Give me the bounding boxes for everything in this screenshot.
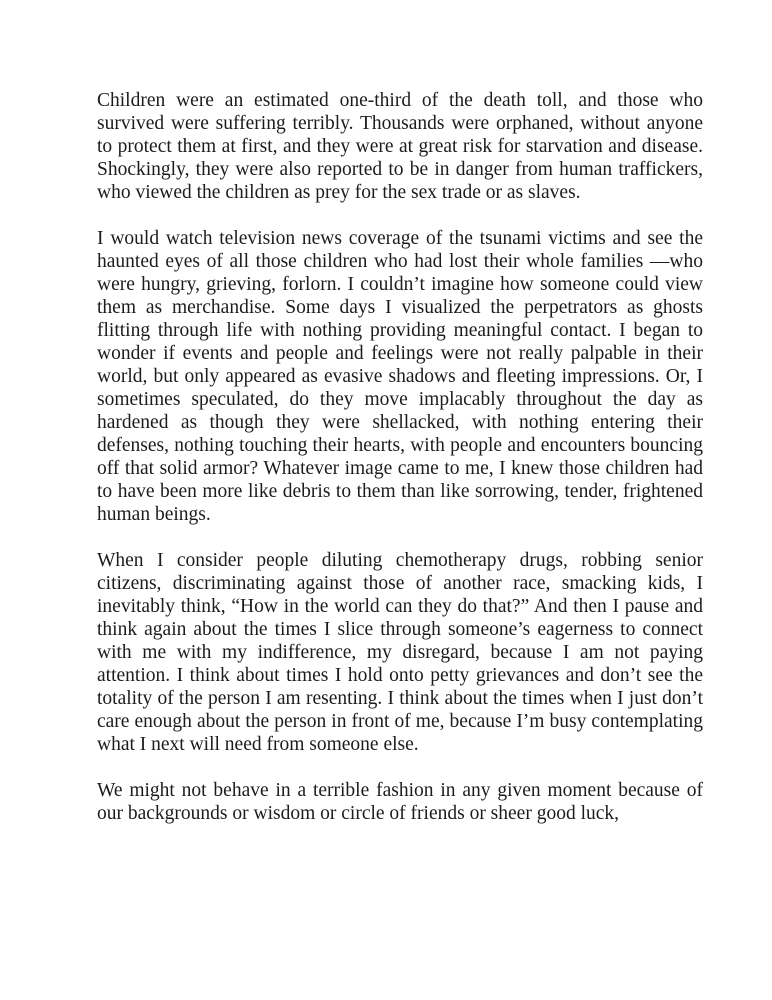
paragraph-2: I would watch television news coverage of the tsunami victims and see the haunted eyes of all those children who had lost their whole families —who were hungry, grieving, forlorn. I couldn’t imagine how someone could view them as merchandise. Some days I visualized the perpetrators as ghosts flitting through life with nothing providing meaningful contact. I began to wonder if events and people and feelings were not really palpable in their world, but only appeared as evasive shadows and fleeting impressions. Or, I sometimes speculated, do they move implacably throughout the day as hardened as though they were shellacked, with nothing entering their defenses, nothing touching their hearts, with people and encounters bouncing off that solid armor? Whatever image came to me, I knew those children had to have been more like debris to them than like sorrowing, tender, frightened human beings.: [97, 228, 703, 525]
document-page: [97, 89, 703, 848]
paragraph-1: Children were an estimated one-third of the death toll, and those who survived were suffering terribly. Thousands were orphaned, without anyone to protect them at first, and they were at great risk for starvation and disease. Shockingly, they were also reported to be in danger from human traffickers, who viewed the children as prey for the sex trade or as slaves.: [97, 90, 703, 203]
paragraph-3: When I consider people diluting chemotherapy drugs, robbing senior citizens, discriminating against those of another race, smacking kids, I inevitably think, “How in the world can they do that?” And then I pause and think again about the times I slice through someone’s eagerness to connect with me with my indifference, my disregard, because I am not paying attention. I think about times I hold onto petty grievances and don’t see the totality of the person I am resenting. I think about the times when I just don’t care enough about the person in front of me, because I’m busy contemplating what I next will need from someone else.: [97, 550, 703, 755]
paragraph-4: We might not behave in a terrible fashion in any given moment because of our backgrounds or wisdom or circle of friends or sheer good luck,: [97, 780, 703, 824]
